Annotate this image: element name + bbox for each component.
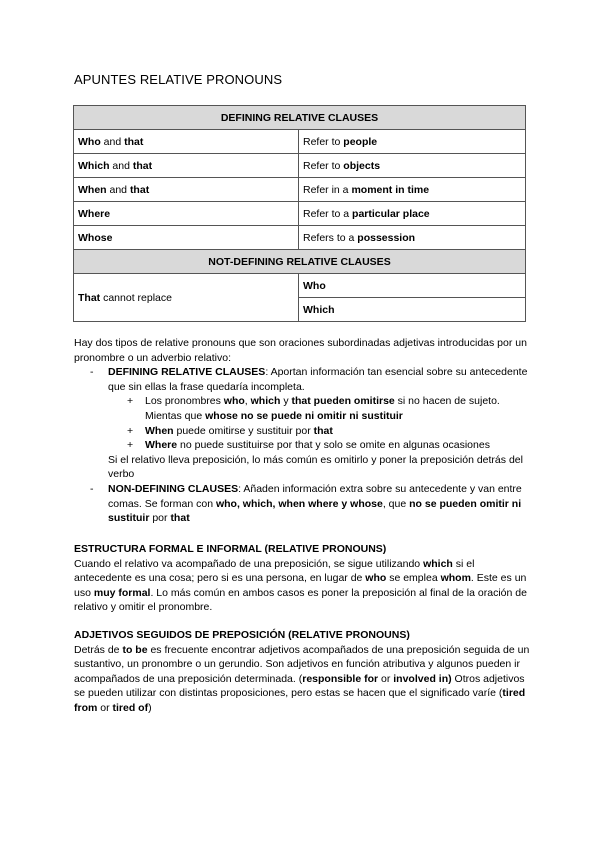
- table-cell-pronoun: Whose: [74, 226, 299, 250]
- list-item-nondefining: - NON-DEFINING CLAUSES: Añaden información extra sobre su antecedente y van entre comas. Se forman con who, which, when where y whose, que no se pueden omitir ni sustituir por that: [90, 482, 522, 525]
- list-item-defining: - DEFINING RELATIVE CLAUSES: Aportan información tan esencial sobre su antecedente que sin ellas la frase quedaría incompleta.: [90, 366, 528, 393]
- nondefining-header: NOT-DEFINING RELATIVE CLAUSES: [74, 250, 526, 274]
- intro-paragraph: Hay dos tipos de relative pronouns que son oraciones subordinadas adjetivas introducidas por un pronombre o un adverbio relativo:: [74, 337, 527, 364]
- dash-marker: -: [90, 482, 94, 495]
- table-cell-that-note: That cannot replace: [74, 274, 299, 322]
- table-row: [74, 226, 526, 250]
- table-row: [74, 130, 526, 154]
- preposition-note: Si el relativo lleva preposición, lo más común es omitirlo y poner la preposición detrás del verbo: [108, 453, 523, 481]
- plus-marker: +: [127, 395, 134, 408]
- table-cell-pronoun: When and that: [74, 178, 299, 202]
- table-header-row: [74, 250, 526, 274]
- page-title: APUNTES RELATIVE PRONOUNS: [74, 72, 283, 87]
- sub-item-where: + Where no puede sustituirse por that y solo se omite en algunas ocasiones: [127, 439, 490, 452]
- table-header-row: [74, 106, 526, 130]
- table-cell-usage: Refer to people: [299, 130, 526, 154]
- section-paragraph: Cuando el relativo va acompañado de una preposición, se sigue utilizando which si el antecedente es una cosa; pero si es una persona, en lugar de who se emplea whom. Este es un uso muy formal. Lo más común en ambos casos es poner la preposición al final de la oración de relativo y omitir el pronombre.: [74, 557, 527, 614]
- intro-section: [74, 336, 534, 526]
- plus-marker: +: [127, 424, 134, 437]
- table-cell-which: Which: [299, 298, 526, 322]
- formal-informal-section: [74, 542, 534, 615]
- table-row: [74, 178, 526, 202]
- section-heading: ADJETIVOS SEGUIDOS DE PREPOSICIÓN (RELATIVE PRONOUNS): [74, 629, 410, 641]
- section-heading: ESTRUCTURA FORMAL E INFORMAL (RELATIVE PRONOUNS): [74, 543, 387, 555]
- adjectives-section: [74, 628, 534, 716]
- table-cell-pronoun: Where: [74, 202, 299, 226]
- table-cell-pronoun: Which and that: [74, 154, 299, 178]
- table-row: [74, 274, 526, 298]
- plus-marker: +: [127, 439, 134, 452]
- table-cell-who: Who: [299, 274, 526, 298]
- table-cell-usage: Refer to objects: [299, 154, 526, 178]
- sub-item-omit: + Los pronombres who, which y that pueden omitirse si no hacen de sujeto. Mientas que whose no se puede ni omitir ni sustituir: [127, 395, 500, 422]
- table-cell-usage: Refers to a possession: [299, 226, 526, 250]
- dash-marker: -: [90, 366, 94, 379]
- sub-item-when: + When puede omitirse y sustituir por that: [127, 424, 333, 437]
- table-cell-usage: Refer to a particular place: [299, 202, 526, 226]
- table-cell-pronoun: Who and that: [74, 130, 299, 154]
- table-row: [74, 154, 526, 178]
- table-row: [74, 202, 526, 226]
- table-cell-usage: Refer in a moment in time: [299, 178, 526, 202]
- section-paragraph: Detrás de to be es frecuente encontrar adjetivos acompañados de una preposición seguida de un sustantivo, un pronombre o un gerundio. Son adjetivos en función atributiva y algunos pueden ir acompañados de una preposición determinada. (responsible for or involved in) Otros adjetivos se pueden utilizar con distintas proposiciones, pero estas se hacen que el significado varíe (tired from or tired of): [74, 643, 530, 714]
- relative-pronouns-table: [73, 105, 526, 322]
- defining-header: DEFINING RELATIVE CLAUSES: [74, 106, 526, 130]
